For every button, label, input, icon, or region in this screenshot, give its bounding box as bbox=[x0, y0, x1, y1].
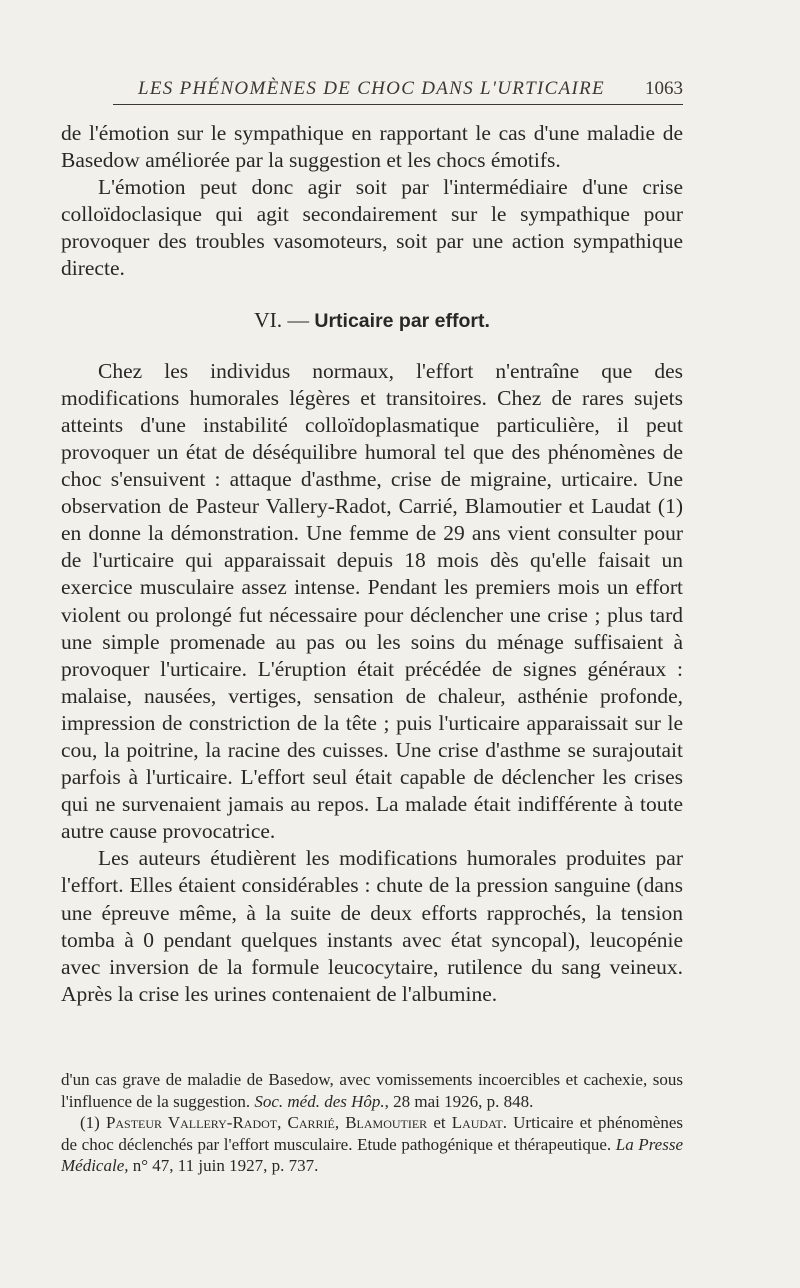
paragraph-effort: Chez les individus normaux, l'effort n'entraîne que des modifications humorales légères et transitoires. Chez de rares sujets atteints d'une instabilité colloïdoplasmatique particulière, il peut provoquer un état de déséquilibre humoral tel que des phénomènes de choc s'ensuivent : attaque d'asthme, crise de migraine, urticaire. Une observation de Pasteur Vallery-Radot, Carrié, Blamoutier et Laudat (1) en donne la démonstration. Une femme de 29 ans vient consulter pour de l'urticaire qui apparaissait depuis 18 mois dès qu'elle faisait un exercice musculaire assez intense. Pendant les premiers mois un effort violent ou prolongé fut nécessaire pour déclencher une crise ; plus tard une simple promenade au pas ou les soins du ménage suffisaient à provoquer l'urticaire. L'éruption était précédée de signes généraux : malaise, nausées, vertiges, sensation de chaleur, asthénie profonde, impression de constriction de la tête ; puis l'urticaire apparaissait sur le cou, la poitrine, la racine des cuisses. Une crise d'asthme se surajoutait parfois à l'urticaire. L'effort seul était capable de déclencher les crises qui ne survenaient jamais au repos. La malade était indifférente à toute autre cause provocatrice. bbox=[61, 358, 683, 844]
page-number: 1063 bbox=[645, 78, 683, 99]
footnote-and: et bbox=[433, 1113, 446, 1132]
main-text bbox=[61, 120, 683, 1008]
section-title: Urticaire par effort. bbox=[314, 309, 490, 332]
paragraph-authors: Les auteurs étudièrent les modifications humorales produites par l'effort. Elles étaient considérables : chute de la pression sanguine (dans une épreuve même, à la suite de deux efforts rapprochés, la tension tomba à 0 pendant quelques instants avec état syncopal), leucopénie avec inversion de la formule leucocytaire, rutilence du sang veineux. Après la crise les urines contenaient de l'albumine. bbox=[61, 846, 683, 1006]
section-heading bbox=[61, 307, 683, 335]
footnote-title: Urticaire et phénomènes de choc déclenchés par l'effort musculaire. Etude pathogénique et thérapeutique. bbox=[61, 1113, 683, 1154]
paragraph-continuation: de l'émotion sur le sympathique en rapportant le cas d'une maladie de Basedow améliorée par la suggestion et les chocs émotifs. bbox=[61, 121, 683, 173]
paragraph-emotion: L'émotion peut donc agir soit par l'intermédiaire d'une crise colloïdoclasique qui agit secondairement sur le sympathique pour provoquer des troubles vasomoteurs, soit par une action sympathique directe. bbox=[61, 175, 683, 281]
footnote-citation: n° 47, 11 juin 1927, p. 737. bbox=[132, 1156, 319, 1175]
footnote-continuation-text: d'un cas grave de maladie de Basedow, avec vomissements incoercibles et cachexie, sous l'influence de la suggestion. bbox=[61, 1070, 683, 1111]
footnote-last-author: Laudat. bbox=[451, 1113, 508, 1132]
footnote-journal: Soc. méd. des Hôp. bbox=[254, 1091, 385, 1111]
footnote-authors: Pasteur Vallery-Radot, Carrié, Blamoutier bbox=[105, 1113, 428, 1132]
footnote-marker: (1) bbox=[80, 1113, 100, 1132]
running-title: LES PHÉNOMÈNES DE CHOC DANS L'URTICAIRE bbox=[138, 78, 605, 99]
running-header bbox=[113, 78, 683, 105]
footnote-1 bbox=[61, 1112, 683, 1177]
footnote-continuation bbox=[61, 1069, 683, 1112]
footnote-journal: La Presse Médicale, bbox=[61, 1134, 683, 1175]
footnotes bbox=[61, 1069, 683, 1177]
section-number: VI. — bbox=[254, 307, 309, 332]
footnote-citation: , 28 mai 1926, p. 848. bbox=[384, 1091, 534, 1111]
